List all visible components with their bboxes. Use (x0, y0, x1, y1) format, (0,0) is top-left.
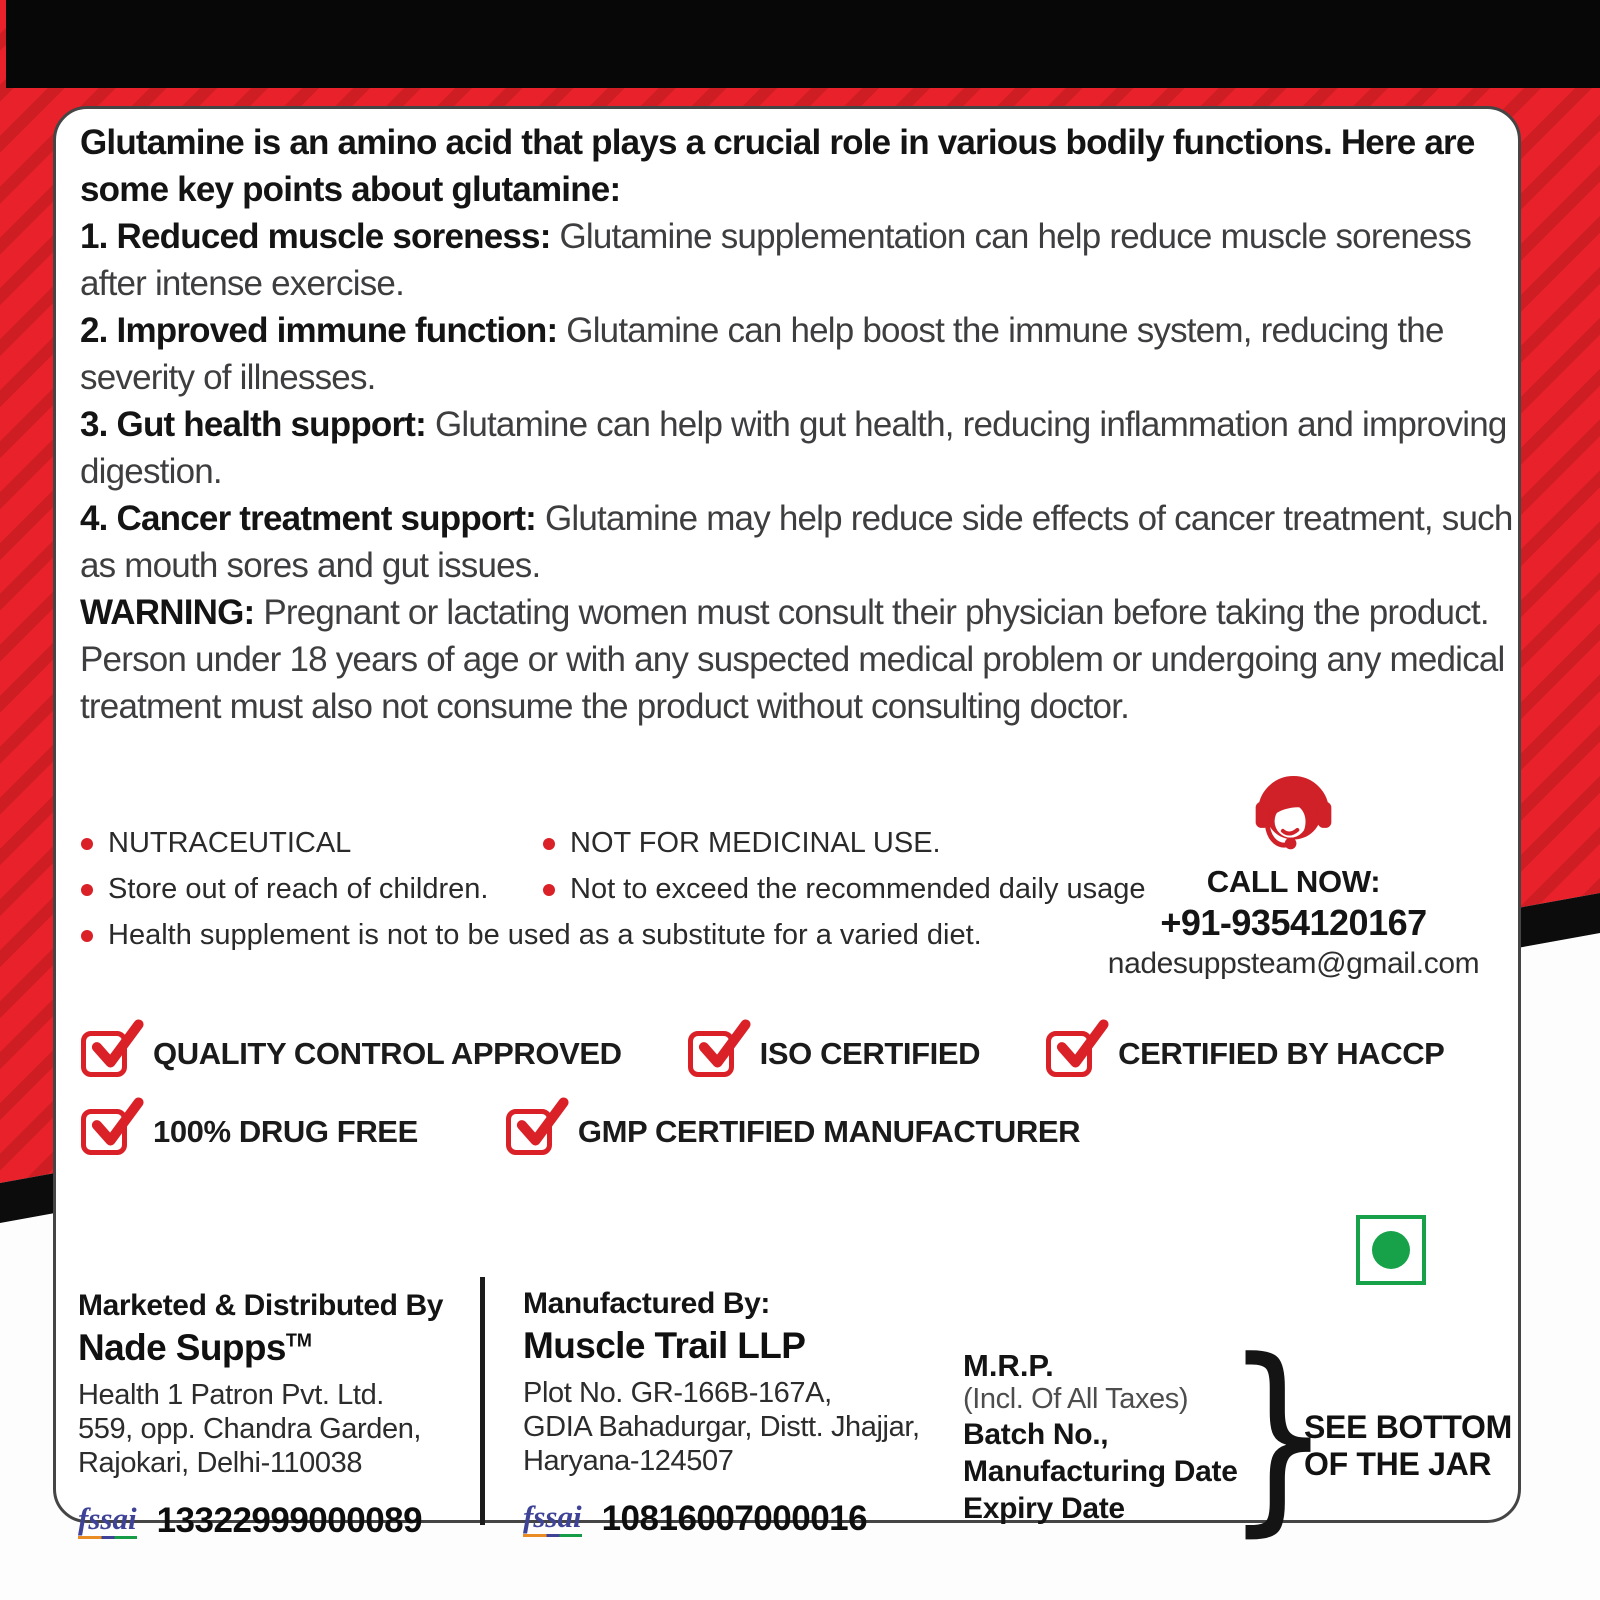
see-bottom-line: SEE BOTTOM (1304, 1409, 1512, 1445)
column-divider (480, 1277, 485, 1525)
cert-item (1046, 1031, 1444, 1077)
checkbox-checked-icon (688, 1031, 734, 1077)
usage-notes (81, 827, 1181, 965)
distributor-block (78, 1289, 443, 1541)
point-1: 1. Reduced muscle soreness: Glutamine supplementation can help reduce muscle soreness after intense exercise. (80, 217, 1472, 303)
veg-mark-icon (1356, 1215, 1426, 1285)
cert-label: QUALITY CONTROL APPROVED (153, 1036, 622, 1071)
certification-row-1 (81, 1031, 1444, 1077)
certification-row-2 (81, 1109, 1080, 1155)
email-address: nadesuppsteam@gmail.com (1107, 947, 1480, 980)
distributor-address (78, 1378, 443, 1480)
fssai-logo: fssai (523, 1501, 582, 1537)
call-now-label: CALL NOW: (1206, 864, 1381, 899)
note-text: NUTRACEUTICAL (108, 827, 352, 859)
manufacturer-fssai (523, 1499, 920, 1539)
manufacturer-address (523, 1376, 920, 1478)
point-2: 2. Improved immune function: Glutamine can help boost the immune system, reducing the severity of illnesses. (80, 311, 1444, 397)
cert-item (688, 1031, 980, 1077)
checkbox-checked-icon (81, 1109, 127, 1155)
headset-agent-icon (1245, 761, 1342, 858)
manufacturer-heading: Manufactured By: (523, 1287, 770, 1320)
veg-dot (1372, 1231, 1410, 1269)
note-item (81, 873, 543, 906)
cert-label: CERTIFIED BY HACCP (1118, 1036, 1445, 1071)
cert-item (506, 1109, 1080, 1155)
distributor-heading: Marketed & Distributed By (78, 1289, 444, 1322)
fssai-license-number: 10816007000016 (601, 1499, 868, 1538)
contact-block (1107, 761, 1480, 981)
checkbox-checked-icon (506, 1109, 552, 1155)
mrp-block (963, 1349, 1263, 1527)
address-line: Plot No. GR-166B-167A, (523, 1377, 832, 1409)
bullet-dot-icon (81, 930, 93, 942)
incl-taxes-label: (Incl. Of All Taxes) (963, 1383, 1189, 1415)
trademark-symbol: TM (285, 1330, 312, 1351)
note-item (543, 873, 1146, 906)
phone-number: +91-9354120167 (1160, 902, 1427, 943)
checkbox-checked-icon (81, 1031, 127, 1077)
note-item (81, 827, 543, 860)
top-black-bar (6, 0, 1600, 88)
see-bottom-line: OF THE JAR (1304, 1446, 1492, 1482)
note-row (81, 919, 1181, 952)
intro-heading: Glutamine is an amino acid that plays a crucial role in various bodily functions. Here are some key points about glutamine: (80, 123, 1475, 209)
mrp-label: M.R.P. (963, 1348, 1054, 1383)
manufacturer-company: Muscle Trail LLP (523, 1325, 806, 1366)
mfg-date-label: Manufacturing Date (963, 1455, 1238, 1488)
bullet-dot-icon (81, 838, 93, 850)
curly-brace-glyph: } (1224, 1316, 1332, 1555)
see-bottom-note (1304, 1409, 1512, 1483)
address-line: 559, opp. Chandra Garden, (78, 1413, 422, 1445)
address-line: Haryana-124507 (523, 1445, 734, 1477)
cert-item (81, 1109, 418, 1155)
point-3: 3. Gut health support: Glutamine can help with gut health, reducing inflammation and improving digestion. (80, 405, 1507, 491)
distributor-fssai (78, 1501, 443, 1541)
expiry-date-label: Expiry Date (963, 1492, 1125, 1525)
cert-label: GMP CERTIFIED MANUFACTURER (577, 1114, 1081, 1149)
manufacturer-block (523, 1287, 920, 1539)
fssai-logo: fssai (78, 1503, 137, 1539)
bullet-dot-icon (543, 838, 555, 850)
address-line: GDIA Bahadurgar, Distt. Jhajjar, (523, 1411, 920, 1443)
checkbox-checked-icon (1046, 1031, 1092, 1077)
fssai-license-number: 13322999000089 (156, 1501, 423, 1540)
note-row (81, 873, 1181, 906)
note-text: Store out of reach of children. (108, 873, 489, 905)
bullet-dot-icon (81, 884, 93, 896)
warning: WARNING: Pregnant or lactating women must consult their physician before taking the product. Person under 18 years of age or with any suspected medical problem or undergoing any medical treatment must also not consume the product without consulting doctor. (80, 593, 1505, 726)
cert-item (81, 1031, 622, 1077)
address-line: Health 1 Patron Pvt. Ltd. (78, 1379, 384, 1411)
batch-no-label: Batch No., (963, 1418, 1109, 1451)
address-line: Rajokari, Delhi-110038 (78, 1447, 363, 1479)
note-text: Not to exceed the recommended daily usage (570, 873, 1146, 905)
point-4: 4. Cancer treatment support: Glutamine may help reduce side effects of cancer treatment, such as mouth sores and gut issues. (80, 499, 1513, 585)
bullet-dot-icon (543, 884, 555, 896)
description-text (80, 119, 1516, 730)
cert-label: 100% DRUG FREE (153, 1114, 418, 1149)
note-item (543, 827, 941, 860)
info-card (53, 106, 1521, 1555)
note-text: Health supplement is not to be used as a substitute for a varied diet. (108, 919, 982, 951)
note-row (81, 827, 1181, 860)
cert-label: ISO CERTIFIED (759, 1036, 981, 1071)
note-item (81, 919, 982, 952)
distributor-company: Nade Supps™ (78, 1327, 312, 1368)
note-text: NOT FOR MEDICINAL USE. (570, 827, 941, 859)
